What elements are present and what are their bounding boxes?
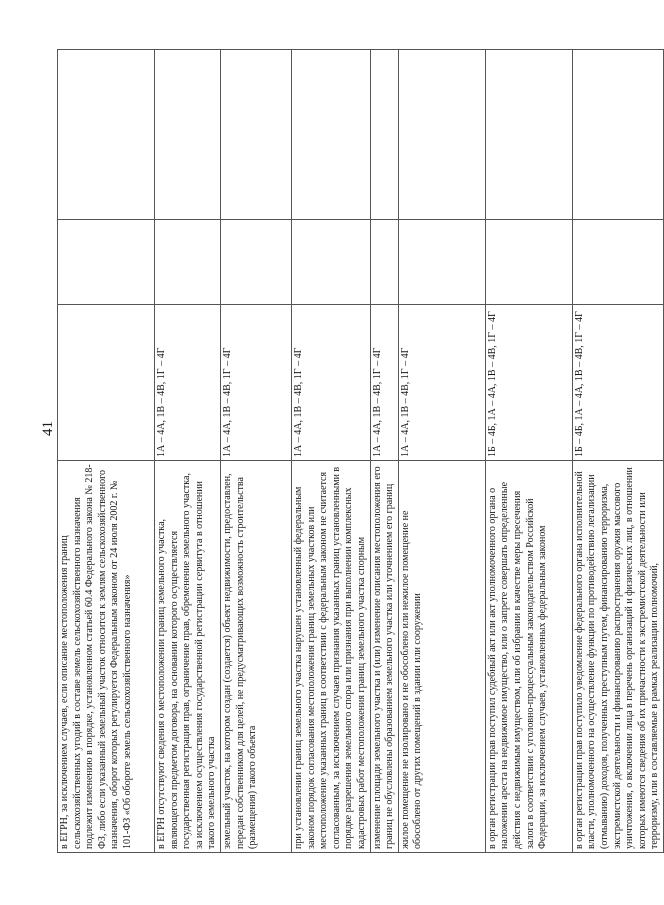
empty-cell [398, 220, 485, 305]
code-cell: 1А – 4А, 1В – 4В, 1Г – 4Г [155, 305, 221, 461]
table-row [370, 50, 398, 853]
empty-cell [485, 50, 572, 220]
table-row [58, 50, 155, 853]
code-cell: 1А – 4А, 1В – 4В, 1Г – 4Г [398, 305, 485, 461]
empty-cell [572, 50, 663, 220]
empty-cell [291, 220, 370, 305]
empty-cell [370, 220, 398, 305]
code-cell: 1А – 4А, 1В – 4В, 1Г – 4Г [291, 305, 370, 461]
empty-cell [58, 220, 155, 305]
code-cell: 1Б – 4Б, 1А – 4А, 1В – 4В, 1Г – 4Г [572, 305, 663, 461]
condition-cell: в ЕГРН отсутствуют сведения о местоположении границ земельного участка, являющегося предметом договора, на основании которого осуществляется государственная регистрация прав, ограничение прав, обременение земельного участка, за исключением осуществления государственной регистрации сервитута в отношении такого земельного участка [155, 461, 221, 853]
empty-cell [291, 50, 370, 220]
empty-cell [572, 220, 663, 305]
empty-cell [398, 50, 485, 220]
condition-cell: земельный участок, на котором создан (создается) объект недвижимости, предоставлен, передан собственником для целей, не предусматривающих возможность строительства (размещения) такого объекта [220, 461, 291, 853]
empty-cell [155, 50, 221, 220]
rotated-table-wrapper [57, 50, 661, 853]
empty-cell [220, 220, 291, 305]
empty-cell [485, 220, 572, 305]
requirements-table [57, 49, 664, 853]
empty-cell [220, 50, 291, 220]
condition-cell: жилое помещение не изолировано и не обособлено или нежилое помещение не обособлено от других помещений в здании или сооружении [398, 461, 485, 853]
table-row [485, 50, 572, 853]
condition-cell: изменение площади земельного участка и (или) изменение описания местоположения его границ не обусловлены образованием земельного участка или уточнением его границ [370, 461, 398, 853]
empty-cell [58, 50, 155, 220]
table-row [220, 50, 291, 853]
table-row [572, 50, 663, 853]
code-cell: 1А – 4А, 1В – 4В, 1Г – 4Г [220, 305, 291, 461]
code-cell [58, 305, 155, 461]
code-cell: 1А – 4А, 1В – 4В, 1Г – 4Г [370, 305, 398, 461]
empty-cell [155, 220, 221, 305]
empty-cell [370, 50, 398, 220]
table-row [155, 50, 221, 853]
condition-cell: в ЕГРН, за исключением случаев, если описание местоположения границ сельскохозяйственных угодий в составе земель сельскохозяйственного назначения подлежит изменению в порядке, установленном статьей 60.4 Федерального закона № 218-ФЗ, либо если указанный земельный участок относится к землям сельскохозяйственного назначения, оборот которых регулируется Федеральным законом от 24 июля 2002 г. № 101-ФЗ «Об обороте земель сельскохозяйственного назначения» [58, 461, 155, 853]
condition-cell: в орган регистрации прав поступил судебный акт или акт уполномоченного органа о наложении ареста на недвижимое имущество, или о запрете совершать определенные действия с недвижимым имуществом, или об избрании в качестве меры пресечения залога в соответствии с уголовно-процессуальным законодательством Российской Федерации, за исключением случаев, установленных федеральным законом [485, 461, 572, 853]
table-row [291, 50, 370, 853]
condition-cell: в орган регистрации прав поступило уведомление федерального органа исполнительной власти, уполномоченного на осуществление функции по противодействию легализации (отмыванию) доходов, полученных преступным путем, финансированию терроризма, экстремистской деятельности и финансированию распространения оружия массового уничтожения, о включении лица в перечень организаций и физических лиц, в отношении которых имеются сведения об их причастности к экстремистской деятельности или терроризму, или в составляемые в рамках реализации полномочий, [572, 461, 663, 853]
condition-cell: при установлении границ земельного участка нарушен установленный федеральным законом порядок согласования местоположения границ земельных участков или местоположение указанных границ в соответствии с федеральным законом не считается согласованным, за исключением случаев признания указанных границ установленными в порядке разрешения земельного спора или признания при выполнении комплексных кадастровых работ местоположения границ земельного участка спорным [291, 461, 370, 853]
table-row [398, 50, 485, 853]
page-number: 41 [40, 421, 56, 436]
code-cell: 1Б – 4Б, 1А – 4А, 1В – 4В, 1Г – 4Г [485, 305, 572, 461]
